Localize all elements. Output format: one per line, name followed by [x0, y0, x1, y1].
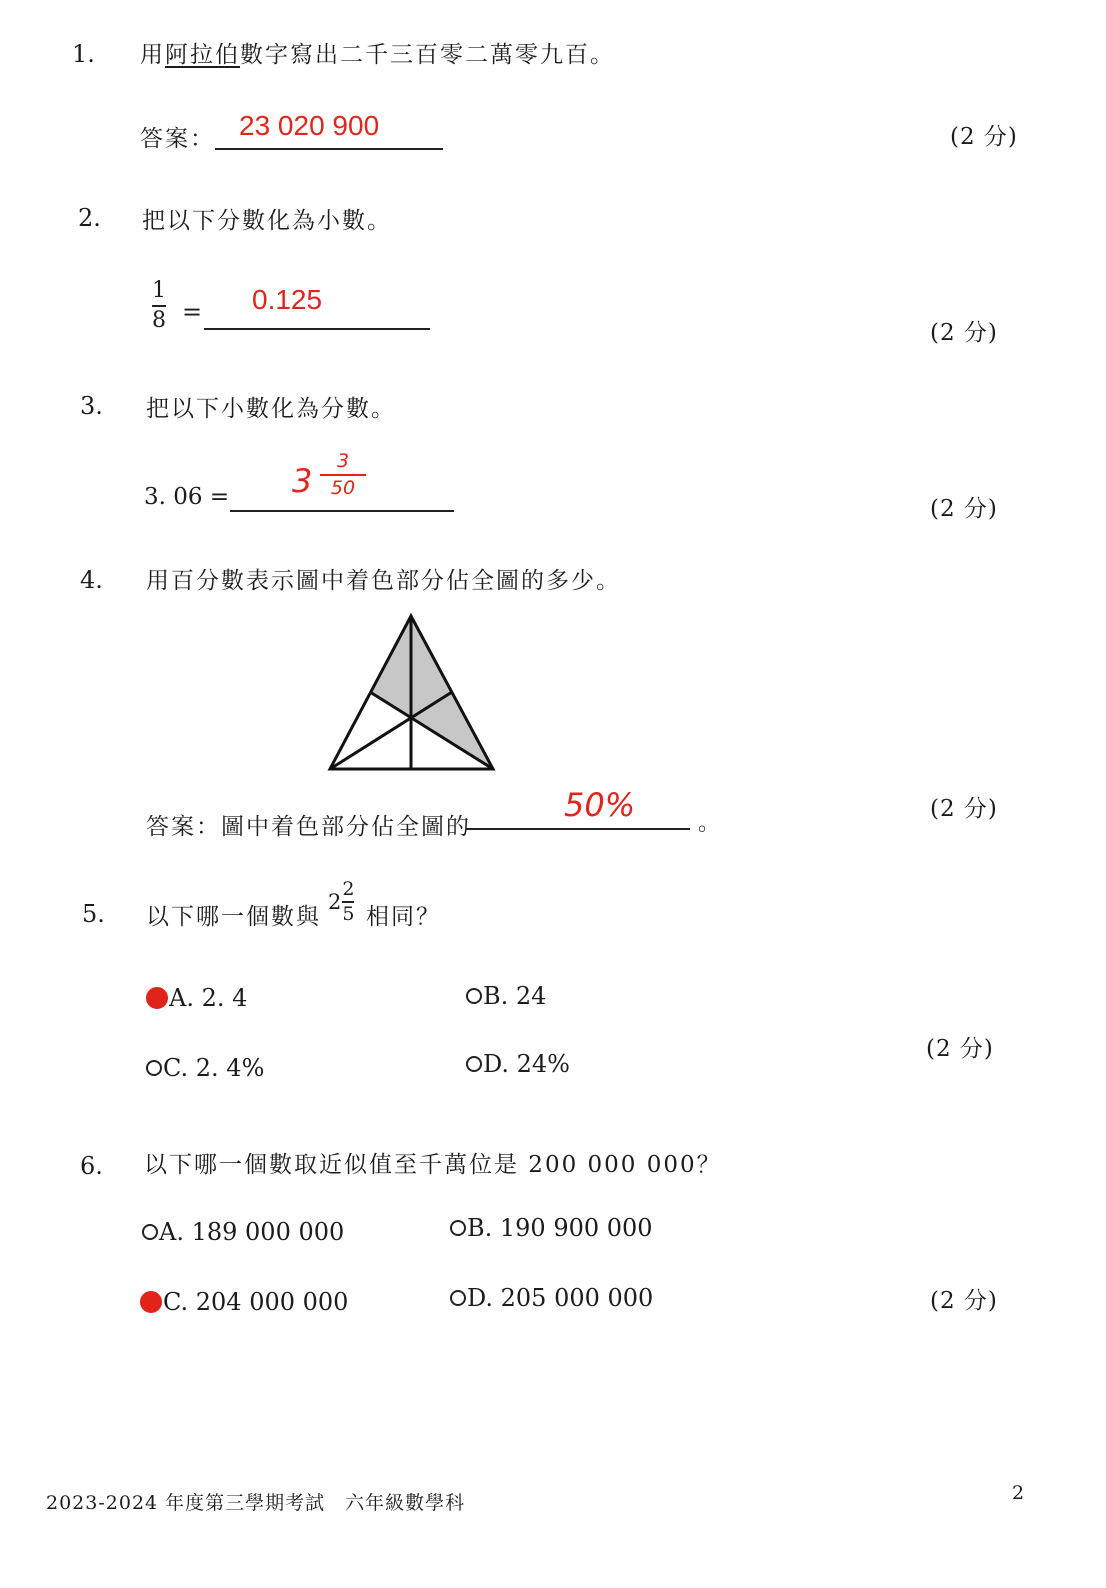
option-label: C. 204 000 000	[163, 1288, 349, 1316]
option-a[interactable]	[142, 1218, 344, 1246]
question-number: 3.	[80, 392, 103, 420]
fraction	[152, 280, 166, 332]
full-stop: 。	[698, 811, 721, 836]
question-text: 把以下分數化為小數。	[142, 208, 392, 234]
option-b[interactable]	[466, 982, 546, 1010]
fraction-numerator: 1	[152, 278, 166, 303]
radio-empty-icon[interactable]	[450, 1220, 466, 1236]
triangle-diagram	[324, 608, 500, 776]
question-text-underlined: 阿拉伯	[165, 42, 240, 68]
marks: (2 分)	[930, 320, 998, 346]
option-a[interactable]	[146, 984, 247, 1012]
option-label: D. 205 000 000	[467, 1284, 654, 1312]
marks: (2 分)	[930, 1288, 998, 1314]
question-number: 4.	[80, 566, 103, 594]
question-text: 以下哪一個數取近似值至千萬位是 200 000 000？	[144, 1152, 722, 1178]
answer-line[interactable]	[230, 450, 454, 512]
fraction-denominator: 8	[152, 308, 166, 333]
answer-whole: 3	[292, 462, 313, 500]
radio-selected-icon[interactable]	[146, 987, 168, 1009]
answer-text: 50%	[564, 786, 636, 824]
answer-line[interactable]	[215, 110, 443, 150]
mixed-fraction	[342, 880, 354, 924]
given-decimal: 3. 06 =	[144, 484, 230, 510]
question-number: 2.	[78, 204, 101, 232]
option-b[interactable]	[450, 1214, 653, 1242]
answer-line[interactable]	[466, 786, 690, 830]
answer-numerator: 3	[336, 450, 350, 472]
answer-fraction	[320, 452, 366, 498]
marks: (2 分)	[930, 496, 998, 522]
option-label: A. 2. 4	[169, 984, 248, 1012]
question-text	[140, 36, 615, 69]
question-text-part: 用	[140, 42, 165, 68]
answer-text: 23 020 900	[239, 110, 380, 141]
marks: (2 分)	[930, 796, 998, 822]
radio-empty-icon[interactable]	[450, 1290, 466, 1306]
question-text-part: 數字寫出二千三百零二萬零九百。	[240, 42, 615, 68]
answer-fraction-bar	[320, 474, 366, 476]
shaded-region	[370, 616, 411, 718]
radio-empty-icon[interactable]	[466, 1056, 482, 1072]
fraction-denominator: 5	[342, 903, 355, 925]
mixed-whole: 2	[328, 890, 342, 914]
answer-label: 答案：圖中着色部分佔全圖的	[146, 814, 471, 840]
answer-denominator: 50	[330, 477, 356, 499]
mixed-number	[328, 880, 354, 924]
option-label: B. 190 900 000	[467, 1214, 653, 1242]
radio-empty-icon[interactable]	[466, 988, 482, 1004]
fraction-numerator: 2	[342, 878, 355, 900]
option-label: C. 2. 4%	[163, 1054, 265, 1082]
question-number: 6.	[80, 1152, 103, 1180]
answer-label: 答案：	[140, 126, 215, 152]
radio-empty-icon[interactable]	[146, 1060, 162, 1076]
option-label: D. 24%	[483, 1050, 570, 1078]
fraction-bar	[152, 305, 166, 307]
radio-empty-icon[interactable]	[142, 1224, 158, 1240]
option-d[interactable]	[466, 1050, 570, 1078]
option-c[interactable]	[146, 1054, 264, 1082]
option-label: A. 189 000 000	[159, 1218, 345, 1246]
question-text: 用百分數表示圖中着色部分佔全圖的多少。	[146, 568, 621, 594]
page-number: 2	[1012, 1482, 1026, 1504]
option-d[interactable]	[450, 1284, 653, 1312]
footer-title: 2023-2024 年度第三學期考試 六年級數學科	[46, 1492, 466, 1514]
radio-selected-icon[interactable]	[140, 1291, 162, 1313]
option-c[interactable]	[140, 1288, 348, 1316]
question-text: 相同？	[366, 904, 441, 930]
answer-line[interactable]	[204, 284, 430, 330]
marks: (2 分)	[926, 1036, 994, 1062]
question-text: 把以下小數化為分數。	[146, 396, 396, 422]
question-number: 5.	[82, 900, 105, 928]
equals-sign: =	[182, 298, 203, 326]
question-number: 1.	[72, 40, 95, 68]
question-text: 以下哪一個數與	[146, 904, 321, 930]
answer-text: 0.125	[252, 284, 323, 315]
option-label: B. 24	[483, 982, 547, 1010]
marks: (2 分)	[950, 124, 1018, 150]
